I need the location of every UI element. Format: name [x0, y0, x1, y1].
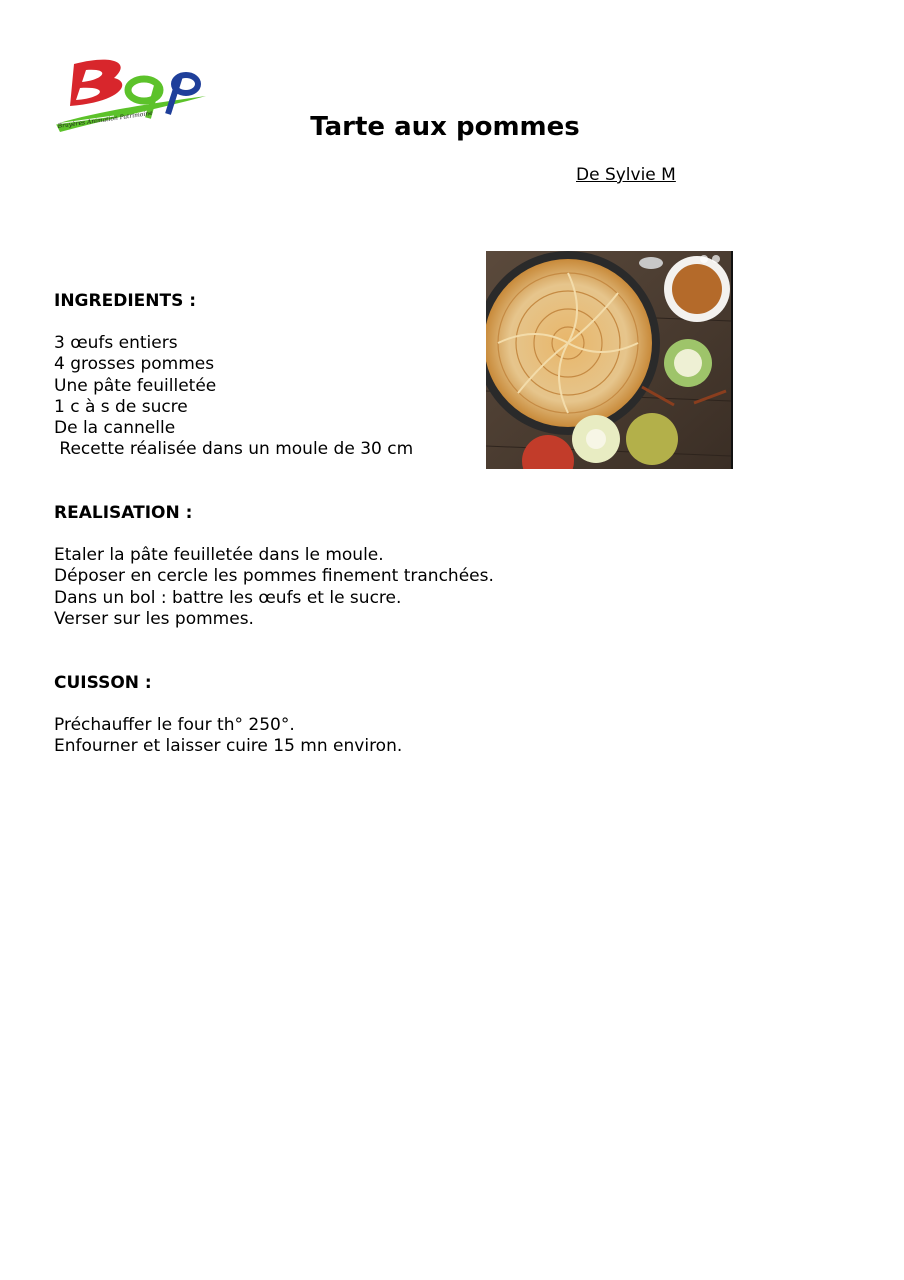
ingredients-list	[54, 333, 413, 460]
ingredient-item: 1 c à s de sucre	[54, 396, 188, 417]
apple-tart-photo	[486, 251, 733, 469]
realisation-section	[54, 503, 494, 630]
recipe-author: De Sylvie M	[576, 165, 676, 185]
realisation-step: Dans un bol : battre les œufs et le sucre.	[54, 587, 402, 608]
cuisson-heading: CUISSON :	[54, 673, 152, 693]
realisation-step: Déposer en cercle les pommes finement tranchées.	[54, 566, 494, 587]
ingredients-heading: INGREDIENTS :	[54, 291, 197, 311]
ingredient-item: De la cannelle	[54, 417, 176, 438]
realisation-step: Verser sur les pommes.	[54, 608, 254, 629]
realisation-step: Etaler la pâte feuilletée dans le moule.	[54, 545, 384, 566]
cuisson-step: Enfourner et laisser cuire 15 mn environ.	[54, 736, 403, 757]
ingredient-item: 4 grosses pommes	[54, 354, 215, 375]
ingredients-section	[54, 291, 413, 460]
bap-logo-tagline: Bruyères Animation Patrimoine	[57, 109, 154, 130]
page-title: Tarte aux pommes	[310, 112, 580, 142]
cuisson-steps	[54, 715, 402, 757]
realisation-steps	[54, 545, 494, 630]
ingredient-item: Une pâte feuilletée	[54, 375, 217, 396]
ingredient-item: Recette réalisée dans un moule de 30 cm	[54, 439, 414, 460]
cuisson-step: Préchauffer le four th° 250°.	[54, 715, 295, 736]
realisation-heading: REALISATION :	[54, 503, 193, 523]
ingredient-item: 3 œufs entiers	[54, 333, 178, 354]
cuisson-section	[54, 673, 402, 758]
